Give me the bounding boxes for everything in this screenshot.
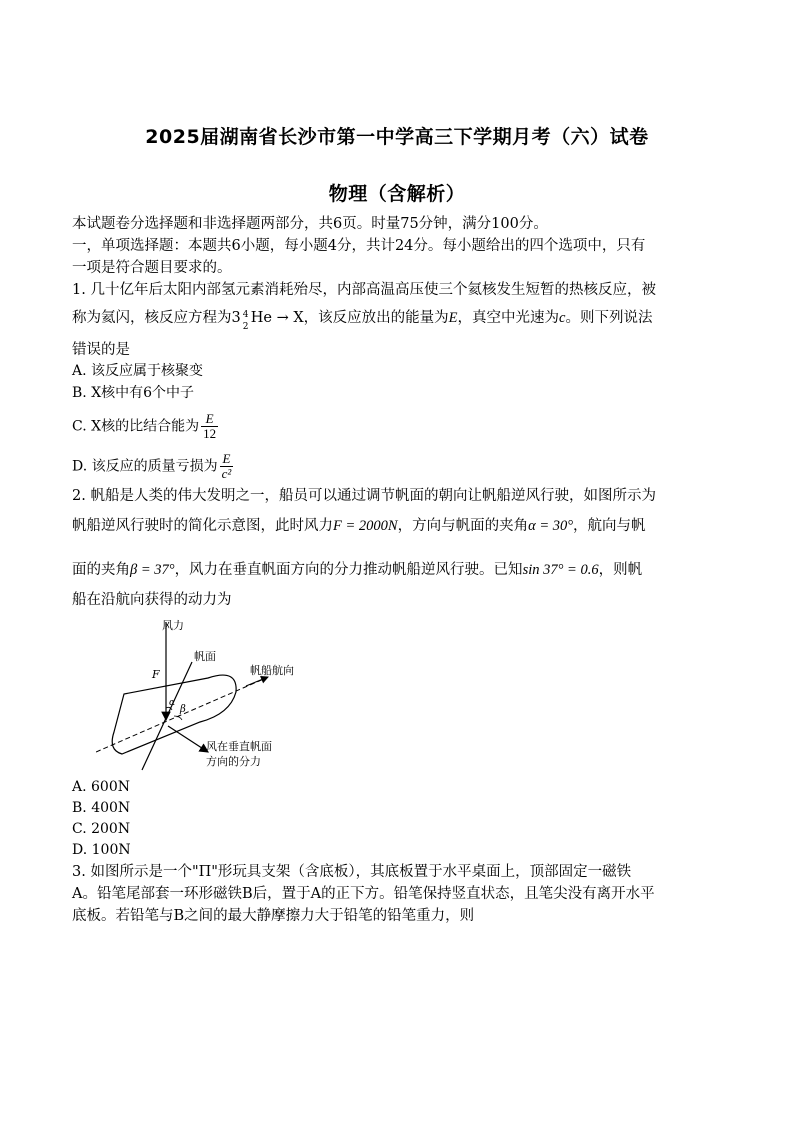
q2-option-d: D. 100N: [72, 842, 131, 858]
alpha-equation: α = 30°: [528, 518, 574, 534]
q3-stem-line1: 3. 如图所示是一个"Π"形玩具支架（含底板），其底板置于水平桌面上，顶部固定一磁铁: [72, 864, 632, 880]
energy-symbol: E: [448, 310, 458, 326]
q1-stem-line2: 称为氦闪，核反应方程为3 4 2 He → X，该反应放出的能量为E，真空中光速为c。则下列说法: [72, 310, 653, 332]
q1-stem-line3: 错误的是: [72, 342, 130, 358]
sail-label: 帆面: [194, 650, 216, 663]
component-label-2: 方向的分力: [206, 755, 261, 768]
q2-option-a: A. 600N: [72, 779, 130, 795]
q2-option-b: B. 400N: [72, 800, 131, 816]
fraction: $\frac{E}{\text{c²}}$: [221, 451, 232, 481]
force-equation: F = 2000N: [333, 518, 398, 534]
sailboat-diagram: [96, 612, 316, 774]
fraction: $\frac{E}{12}$: [203, 411, 217, 441]
heading-arrow: [246, 677, 268, 686]
q2-stem-line3: 面的夹角β = 37°，风力在垂直帆面方向的分力推动帆船逆风行驶。已知sin 37° = 0.6，则帆: [72, 562, 643, 578]
q2-stem-line2: 帆船逆风行驶时的简化示意图，此时风力F = 2000N，方向与帆面的夹角α = 30°，航向与帆: [72, 518, 646, 534]
q1-option-d: D. 该反应的质量亏损为 $\frac{E}{\text{c²}}$: [72, 451, 232, 481]
q2-stem-line1: 2. 帆船是人类的伟大发明之一，船员可以通过调节帆面的朝向让帆船逆风行驶，如图所示为: [72, 488, 656, 504]
page-title: 2025届湖南省长沙市第一中学高三下学期月考（六）试卷: [145, 126, 649, 148]
alpha-label: α: [169, 698, 176, 708]
wind-label: 风力: [162, 619, 184, 632]
q3-stem-line2: A。铅笔尾部套一环形磁铁B后，置于A的正下方。铅笔保持竖直状态，且笔尖没有离开水平: [72, 886, 655, 902]
page-subtitle: 物理（含解析）: [328, 183, 466, 205]
q3-stem-line3: 底板。若铅笔与B之间的最大静摩擦力大于铅笔的铅笔重力，则: [72, 908, 475, 924]
q1-option-a: A. 该反应属于核聚变: [72, 363, 204, 379]
intro-line: 本试题卷分选择题和非选择题两部分，共6页。时量75分钟，满分100分。: [72, 216, 548, 232]
q2-stem-line4: 船在沿航向获得的动力为: [72, 592, 232, 608]
component-arrow: [168, 726, 208, 752]
beta-label: β: [180, 704, 186, 715]
sail-line: [142, 662, 192, 770]
sine-equation: sin 37° = 0.6: [522, 562, 599, 578]
q1-option-b: B. X核中有6个中子: [72, 385, 195, 401]
beta-arc: [174, 716, 182, 720]
section-heading-cont: 一项是符合题目要求的。: [72, 260, 232, 276]
force-label: F: [152, 668, 160, 681]
heading-label: 帆船航向: [250, 664, 294, 677]
q1-option-c: C. X核的比结合能为 $\frac{E}{12}$: [72, 411, 217, 441]
light-speed-symbol: c: [559, 310, 566, 326]
beta-equation: β = 37°: [130, 562, 175, 578]
nuclear-equation: 3 4 2 He → X: [231, 310, 304, 332]
section-heading: 一，单项选择题：本题共6小题，每小题4分，共计24分。每小题给出的四个选项中，只有: [72, 238, 646, 254]
component-label-1: 风在垂直帆面: [206, 740, 272, 753]
q2-option-c: C. 200N: [72, 821, 131, 837]
q1-stem-line1: 1. 几十亿年后太阳内部氢元素消耗殆尽，内部高温高压使三个氦核发生短暂的热核反应，被: [72, 282, 656, 298]
q1-text: 称为氦闪，核反应方程为: [72, 310, 232, 326]
